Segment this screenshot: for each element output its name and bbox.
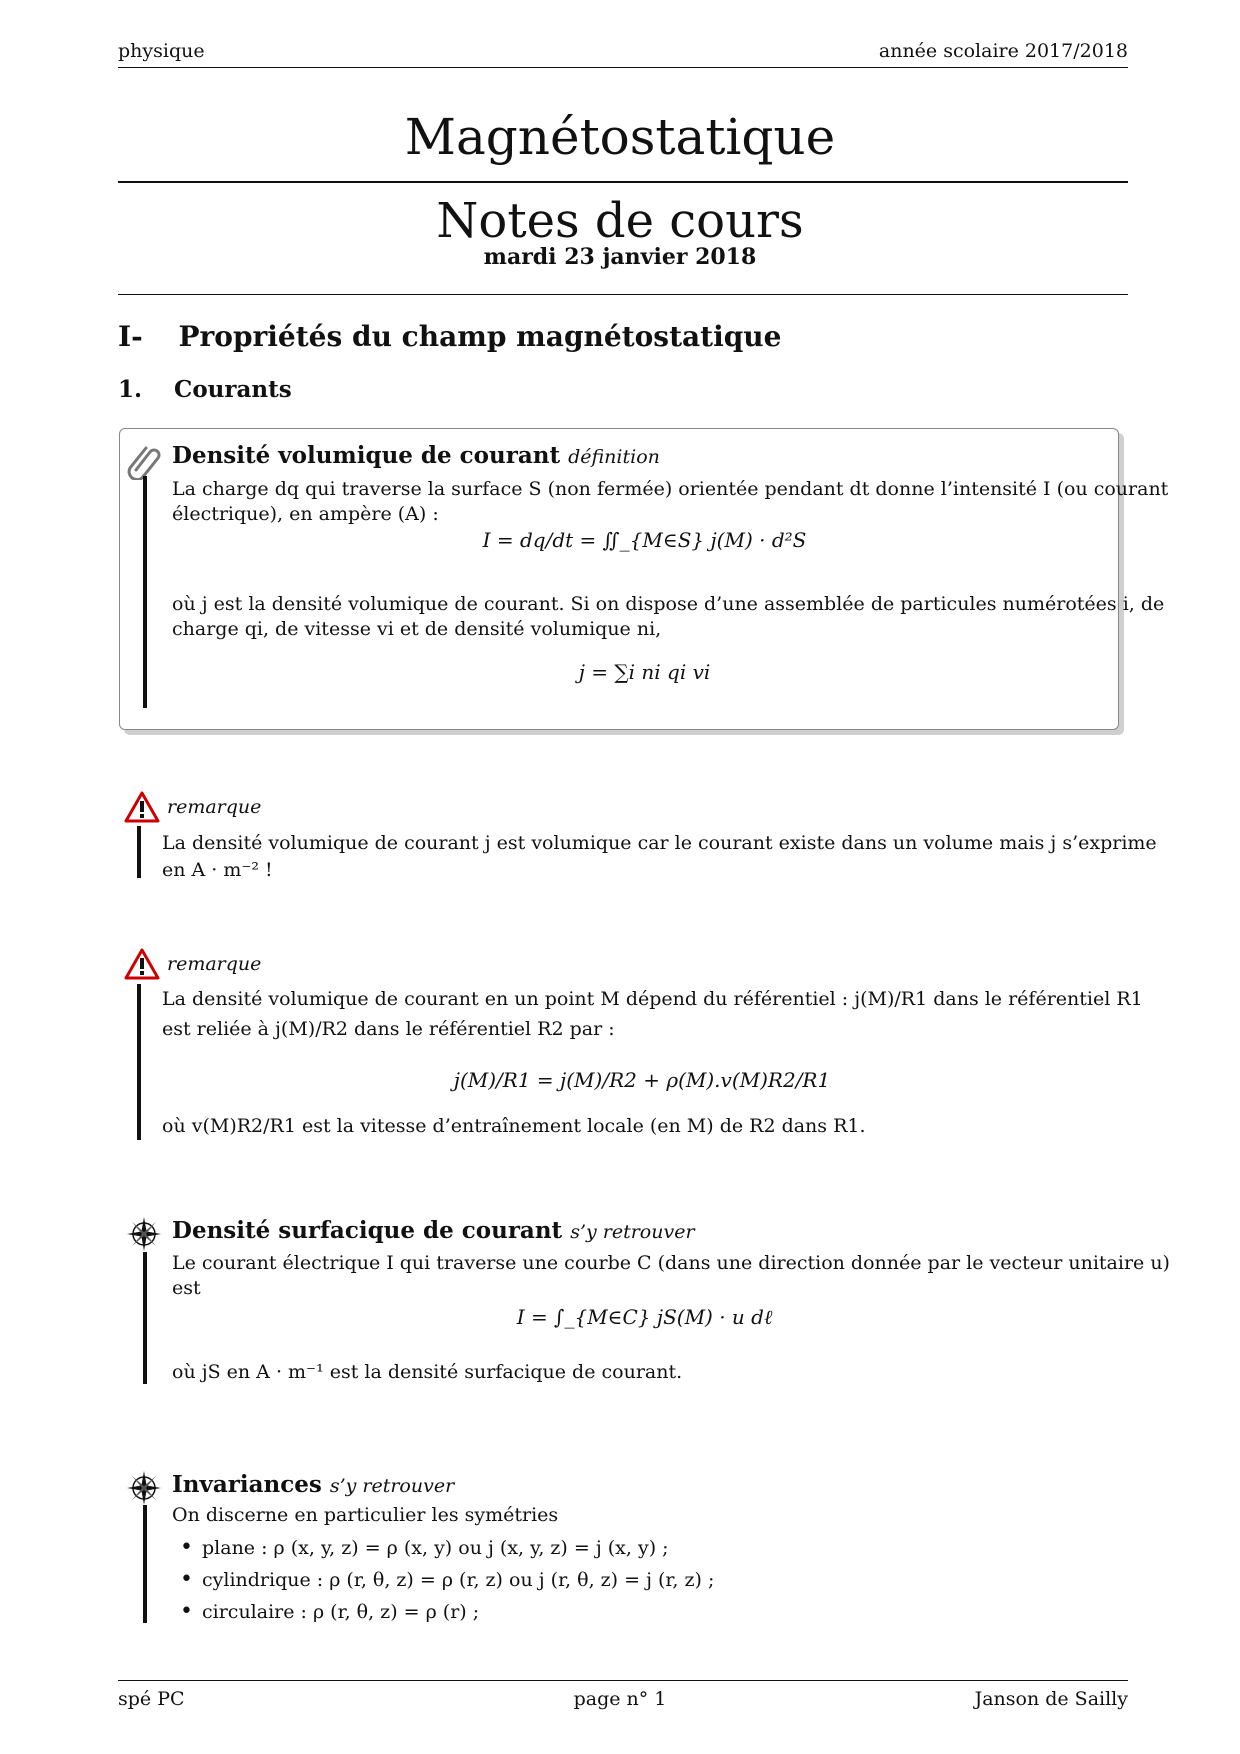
header-rule <box>118 67 1128 68</box>
remark-2-equation-text: j(M)/R1 = j(M)/R2 + ρ(M).v(M)R2/R1 <box>453 1068 831 1092</box>
definition-text-1: La charge dq qui traverse la surface S (non fermée) orientée pendant dt donne l’intensité I (ou courant <box>172 478 1169 500</box>
remark-1-text-1: La densité volumique de courant j est volumique car le courant existe dans un volume mais j s’exprime <box>162 832 1157 854</box>
invariances-title-text: Invariances <box>172 1471 322 1498</box>
remark-2-tag: remarque <box>167 953 262 975</box>
paperclip-icon <box>124 440 164 480</box>
remark-2-bar <box>137 984 141 1140</box>
subsection-number: 1. <box>118 376 143 403</box>
surface-tag: s’y retrouver <box>570 1221 695 1243</box>
title-rule <box>118 181 1128 183</box>
invariances-text-1: On discerne en particulier les symétries <box>172 1504 559 1526</box>
remark-2-text-1: La densité volumique de courant en un point M dépend du référentiel : j(M)/R1 dans le référentiel R1 <box>162 988 1143 1010</box>
definition-box <box>119 428 1119 730</box>
section-number: I- <box>118 320 143 353</box>
warning-icon <box>124 790 160 824</box>
remark-1-bar <box>137 826 141 878</box>
list-item: • plane : ρ (x, y, z) = ρ (x, y) ou j (x, y, z) = j (x, y) ; <box>172 1532 1072 1564</box>
definition-equation-1 <box>172 528 1117 552</box>
surface-text-3: où jS en A · m⁻¹ est la densité surfacique de courant. <box>172 1361 683 1383</box>
date-rule <box>118 294 1128 295</box>
invariances-tag: s’y retrouver <box>329 1475 455 1497</box>
remark-2-text-2: est reliée à j(M)/R2 dans le référentiel R2 par : <box>162 1018 615 1040</box>
section-heading <box>118 320 781 353</box>
header-left: physique <box>118 40 205 62</box>
remark-1-text-2: en A · m⁻² ! <box>162 859 273 881</box>
surface-title-text: Densité surfacique de courant <box>172 1217 563 1244</box>
invariances-title <box>172 1471 454 1498</box>
definition-title <box>172 442 660 469</box>
invariances-list <box>172 1532 1072 1628</box>
surface-text-1: Le courant électrique I qui traverse une courbe C (dans une direction donnée par le vecteur unitaire u) <box>172 1252 1170 1274</box>
footer-left: spé PC <box>118 1688 185 1710</box>
definition-title-text: Densité volumique de courant <box>172 442 561 469</box>
definition-text-3: où j est la densité volumique de courant. Si on dispose d’une assemblée de particules numérotées i, de <box>172 593 1165 615</box>
page-subtitle: Notes de cours <box>436 193 804 249</box>
page-date: mardi 23 janvier 2018 <box>483 244 757 270</box>
definition-text-4: charge qi, de vitesse vi et de densité volumique ni, <box>172 618 662 640</box>
footer-right: Janson de Sailly <box>974 1688 1128 1710</box>
list-item: • cylindrique : ρ (r, θ, z) = ρ (r, z) ou j (r, θ, z) = j (r, z) ; <box>172 1564 1072 1596</box>
surface-text-2: est <box>172 1277 201 1299</box>
definition-equation-2-text: j = ∑i ni qi vi <box>578 660 711 684</box>
compass-rose-icon <box>126 1216 162 1252</box>
remark-2-equation <box>162 1068 1122 1092</box>
definition-tag: définition <box>568 446 660 468</box>
definition-bar <box>143 476 147 708</box>
page-title: Magnétostatique <box>404 108 836 166</box>
surface-bar <box>143 1252 147 1384</box>
compass-rose-icon <box>126 1470 162 1506</box>
footer-center: page n° 1 <box>573 1688 667 1710</box>
list-item: • circulaire : ρ (r, θ, z) = ρ (r) ; <box>172 1596 1072 1628</box>
section-label: Propriétés du champ magnétostatique <box>178 320 782 353</box>
remark-1-tag: remarque <box>167 796 262 818</box>
subsection-heading <box>118 376 292 403</box>
definition-equation-1-text: I = dq/dt = ∬_{M∈S} j(M) · d²S <box>482 528 807 552</box>
remark-2-text-3: où v(M)R2/R1 est la vitesse d’entraînement locale (en M) de R2 dans R1. <box>162 1115 866 1137</box>
definition-equation-2 <box>172 660 1117 684</box>
invariances-bar <box>143 1505 147 1623</box>
footer-rule <box>118 1680 1128 1681</box>
definition-text-2: électrique), en ampère (A) : <box>172 503 439 525</box>
header-right: année scolaire 2017/2018 <box>878 40 1128 62</box>
subsection-label: Courants <box>174 376 292 403</box>
surface-title <box>172 1217 695 1244</box>
surface-equation-text: I = ∫_{M∈C} jS(M) · u dℓ <box>516 1305 773 1329</box>
warning-icon <box>124 947 160 981</box>
surface-equation <box>172 1305 1117 1330</box>
